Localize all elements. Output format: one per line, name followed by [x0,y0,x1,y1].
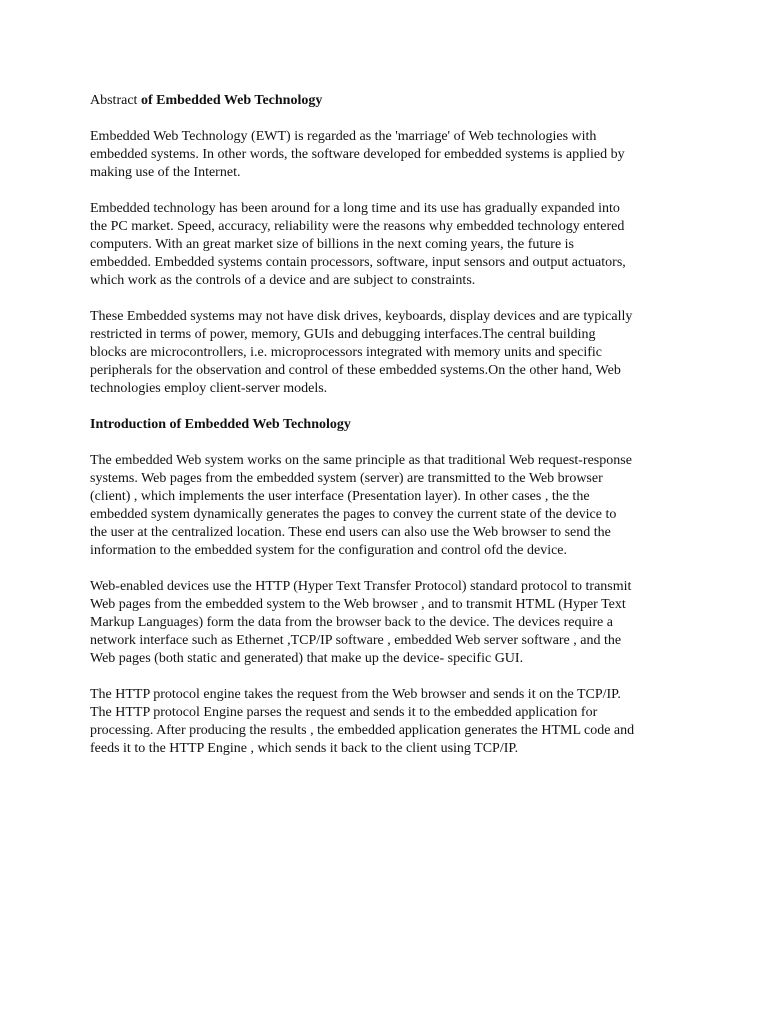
paragraph-line: embedded system dynamically generates the pages to convey the current state of the device to [90,507,617,522]
introduction-heading: Introduction of Embedded Web Technology [90,417,351,432]
abstract-heading-prefix: Abstract [90,93,138,108]
paragraph-line: computers. With an great market size of billions in the next coming years, the future is [90,237,574,252]
introduction-paragraph-2 [90,578,690,668]
paragraph-line: network interface such as Ethernet ,TCP/IP software , embedded Web server software , and the [90,633,622,648]
paragraph-line: Web pages (both static and generated) that make up the device- specific GUI. [90,651,524,666]
paragraph-line: making use of the Internet. [90,165,241,180]
paragraph-line: Web-enabled devices use the HTTP (Hyper Text Transfer Protocol) standard protocol to transmit [90,579,632,594]
introduction-paragraph-3 [90,686,690,758]
paragraph-line: which work as the controls of a device and are subject to constraints. [90,273,476,288]
paragraph-line: The HTTP protocol engine takes the request from the Web browser and sends it on the TCP/IP. [90,687,621,702]
paragraph-line: Web pages from the embedded system to the Web browser , and to transmit HTML (Hyper Text [90,597,626,612]
abstract-heading [90,92,690,110]
abstract-paragraph-3 [90,308,690,398]
paragraph-line: the user at the centralized location. These end users can also use the Web browser to send the [90,525,611,540]
paragraph-line: systems. Web pages from the embedded system (server) are transmitted to the Web browser [90,471,603,486]
paragraph-line: blocks are microcontrollers, i.e. microprocessors integrated with memory units and specific [90,345,603,360]
abstract-paragraph-1 [90,128,690,182]
paragraph-line: These Embedded systems may not have disk drives, keyboards, display devices and are typically [90,309,633,324]
paragraph-line: embedded. Embedded systems contain processors, software, input sensors and output actuators, [90,255,626,270]
paragraph-line: peripherals for the observation and control of these embedded systems.On the other hand, Web [90,363,621,378]
paragraph-line: Markup Languages) form the data from the browser back to the device. The devices require a [90,615,613,630]
paragraph-line: processing. After producing the results , the embedded application generates the HTML code and [90,723,635,738]
paragraph-line: (client) , which implements the user interface (Presentation layer). In other cases , the the [90,489,590,504]
paragraph-line: technologies employ client-server models. [90,381,328,396]
document-body [90,92,690,758]
paragraph-line: Embedded technology has been around for a long time and its use has gradually expanded into [90,201,620,216]
paragraph-line: feeds it to the HTTP Engine , which sends it back to the client using TCP/IP. [90,741,519,756]
paragraph-line: The HTTP protocol Engine parses the request and sends it to the embedded application for [90,705,598,720]
paragraph-line: restricted in terms of power, memory, GUIs and debugging interfaces.The central building [90,327,596,342]
paragraph-line: Embedded Web Technology (EWT) is regarded as the 'marriage' of Web technologies with [90,129,597,144]
paragraph-line: information to the embedded system for the configuration and control ofd the device. [90,543,568,558]
paragraph-line: embedded systems. In other words, the software developed for embedded systems is applied by [90,147,625,162]
paragraph-line: The embedded Web system works on the same principle as that traditional Web request-response [90,453,632,468]
abstract-heading-title: of Embedded Web Technology [140,93,323,108]
introduction-paragraph-1 [90,452,690,560]
abstract-paragraph-2 [90,200,690,290]
paragraph-line: the PC market. Speed, accuracy, reliability were the reasons why embedded technology entered [90,219,625,234]
